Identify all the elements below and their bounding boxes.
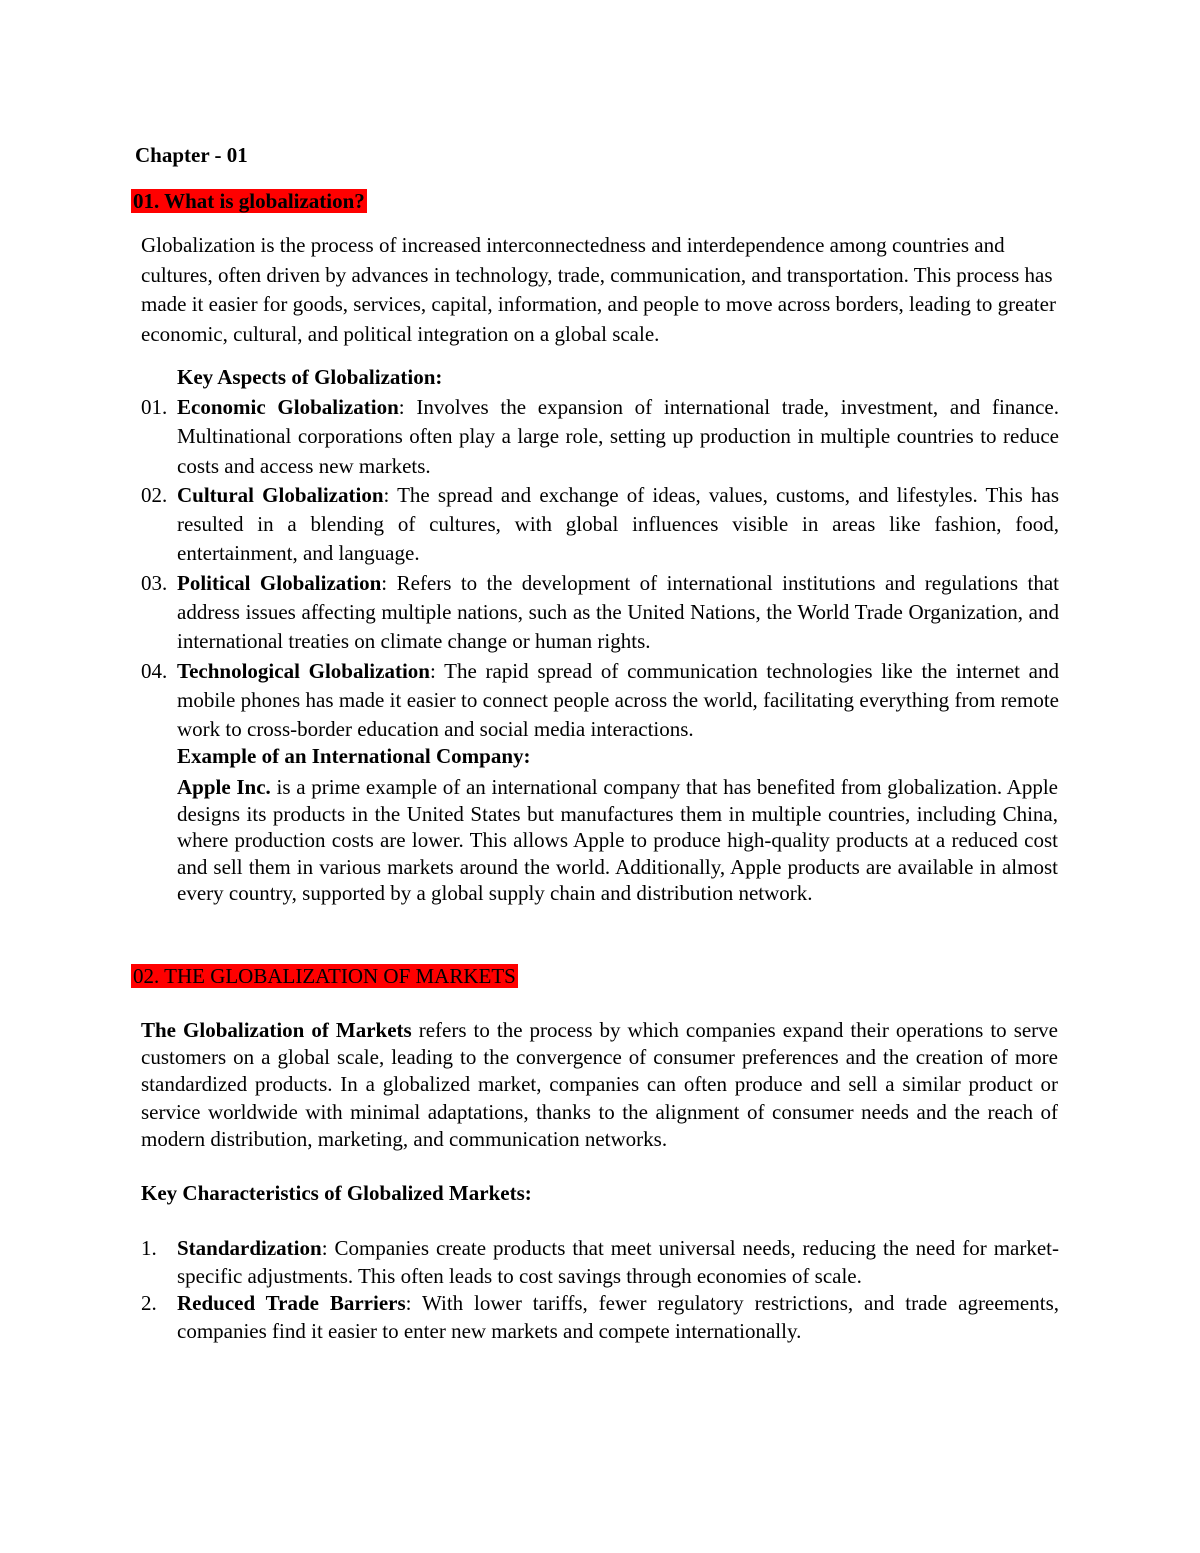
markets-definition-text: refers to the process by which companies expand their operations to serve customers on a global scale, leading to the convergence of consumer preferences and the creation of more standardized products. In a globalized market, companies can often produce and sell a similar product or service worldwide with minimal adaptations, thanks to the alignment of consumer needs and the reach of modern distribution, marketing, and communication networks. (141, 1018, 1058, 1151)
list-item-term: Reduced Trade Barriers (177, 1291, 406, 1315)
section-2-heading (131, 963, 518, 989)
markets-definition-paragraph (141, 1017, 1058, 1153)
apple-example-text: is a prime example of an international company that has benefited from globalization. Apple designs its products in the United States but manufactures them in multiple countries, including China, where production costs are lower. This allows Apple to produce high-quality products at a reduced cost and sell them in various markets around the world. Additionally, Apple products are available in almost every country, supported by a global supply chain and distribution network. (177, 775, 1058, 906)
apple-example-term: Apple Inc. (177, 775, 271, 799)
section-1-heading (131, 188, 367, 214)
list-item-number: 03. (141, 570, 168, 595)
chapter-title: Chapter - 01 (135, 143, 248, 167)
list-item (141, 481, 1059, 569)
list-item-term: Standardization (177, 1236, 322, 1260)
list-item-term: Technological Globalization (177, 658, 430, 683)
key-aspects-title: Key Aspects of Globalization: (177, 365, 443, 389)
list-item (141, 1235, 1059, 1290)
list-item-text: : Involves the expansion of international trade, investment, and finance. Multinational corporations often play a large role, setting up production in multiple countries to reduce costs and access new markets. (177, 395, 1060, 478)
section-2-heading-text: 02. THE GLOBALIZATION OF MARKETS (133, 964, 516, 988)
list-item-text: : Refers to the development of international institutions and regulations that address issues affecting multiple nations, such as the United Nations, the World Trade Organization, and international treaties on climate change or human rights. (177, 570, 1059, 654)
list-item (141, 569, 1059, 657)
list-item-text: : The rapid spread of communication technologies like the internet and mobile phones has made it easier to connect people across the world, facilitating everything from remote work to cross-border education and social media interactions. (177, 658, 1060, 742)
example-title: Example of an International Company: (177, 744, 531, 768)
list-item-text: : The spread and exchange of ideas, values, customs, and lifestyles. This has resulted in a blending of cultures, with global influences visible in areas like fashion, food, entertainment, and language. (177, 482, 1059, 566)
globalization-definition: Globalization is the process of increased interconnectedness and interdependence among countries and cultures, often driven by advances in technology, trade, communication, and transportation. This process has made it easier for goods, services, capital, information, and people to move across borders, leading to greater economic, cultural, and political integration on a global scale. (141, 233, 1056, 346)
list-item-number: 02. (141, 482, 168, 507)
key-characteristics-title: Key Characteristics of Globalized Markets: (141, 1181, 532, 1205)
list-item-number: 04. (141, 658, 168, 683)
list-item-term: Political Globalization (177, 570, 382, 595)
list-item (141, 393, 1059, 481)
list-item (141, 1290, 1059, 1345)
list-item-text: : Companies create products that meet universal needs, reducing the need for market-specific adjustments. This often leads to cost savings through economies of scale. (177, 1236, 1059, 1288)
markets-definition-term: The Globalization of Markets (141, 1018, 412, 1042)
list-item-number: 01. (141, 395, 168, 419)
list-item-number: 1. (141, 1236, 157, 1260)
key-aspects-list (141, 393, 1059, 745)
list-item-number: 2. (141, 1291, 157, 1315)
list-item-text: : With lower tariffs, fewer regulatory restrictions, and trade agreements, companies find it easier to enter new markets and compete internationally. (177, 1291, 1059, 1343)
list-item-term: Cultural Globalization (177, 482, 384, 507)
section-1-heading-text: 01. What is globalization? (133, 189, 365, 213)
key-characteristics-list (141, 1235, 1059, 1345)
list-item-term: Economic Globalization (177, 395, 399, 419)
list-item (141, 657, 1059, 745)
apple-example-paragraph (177, 774, 1058, 907)
